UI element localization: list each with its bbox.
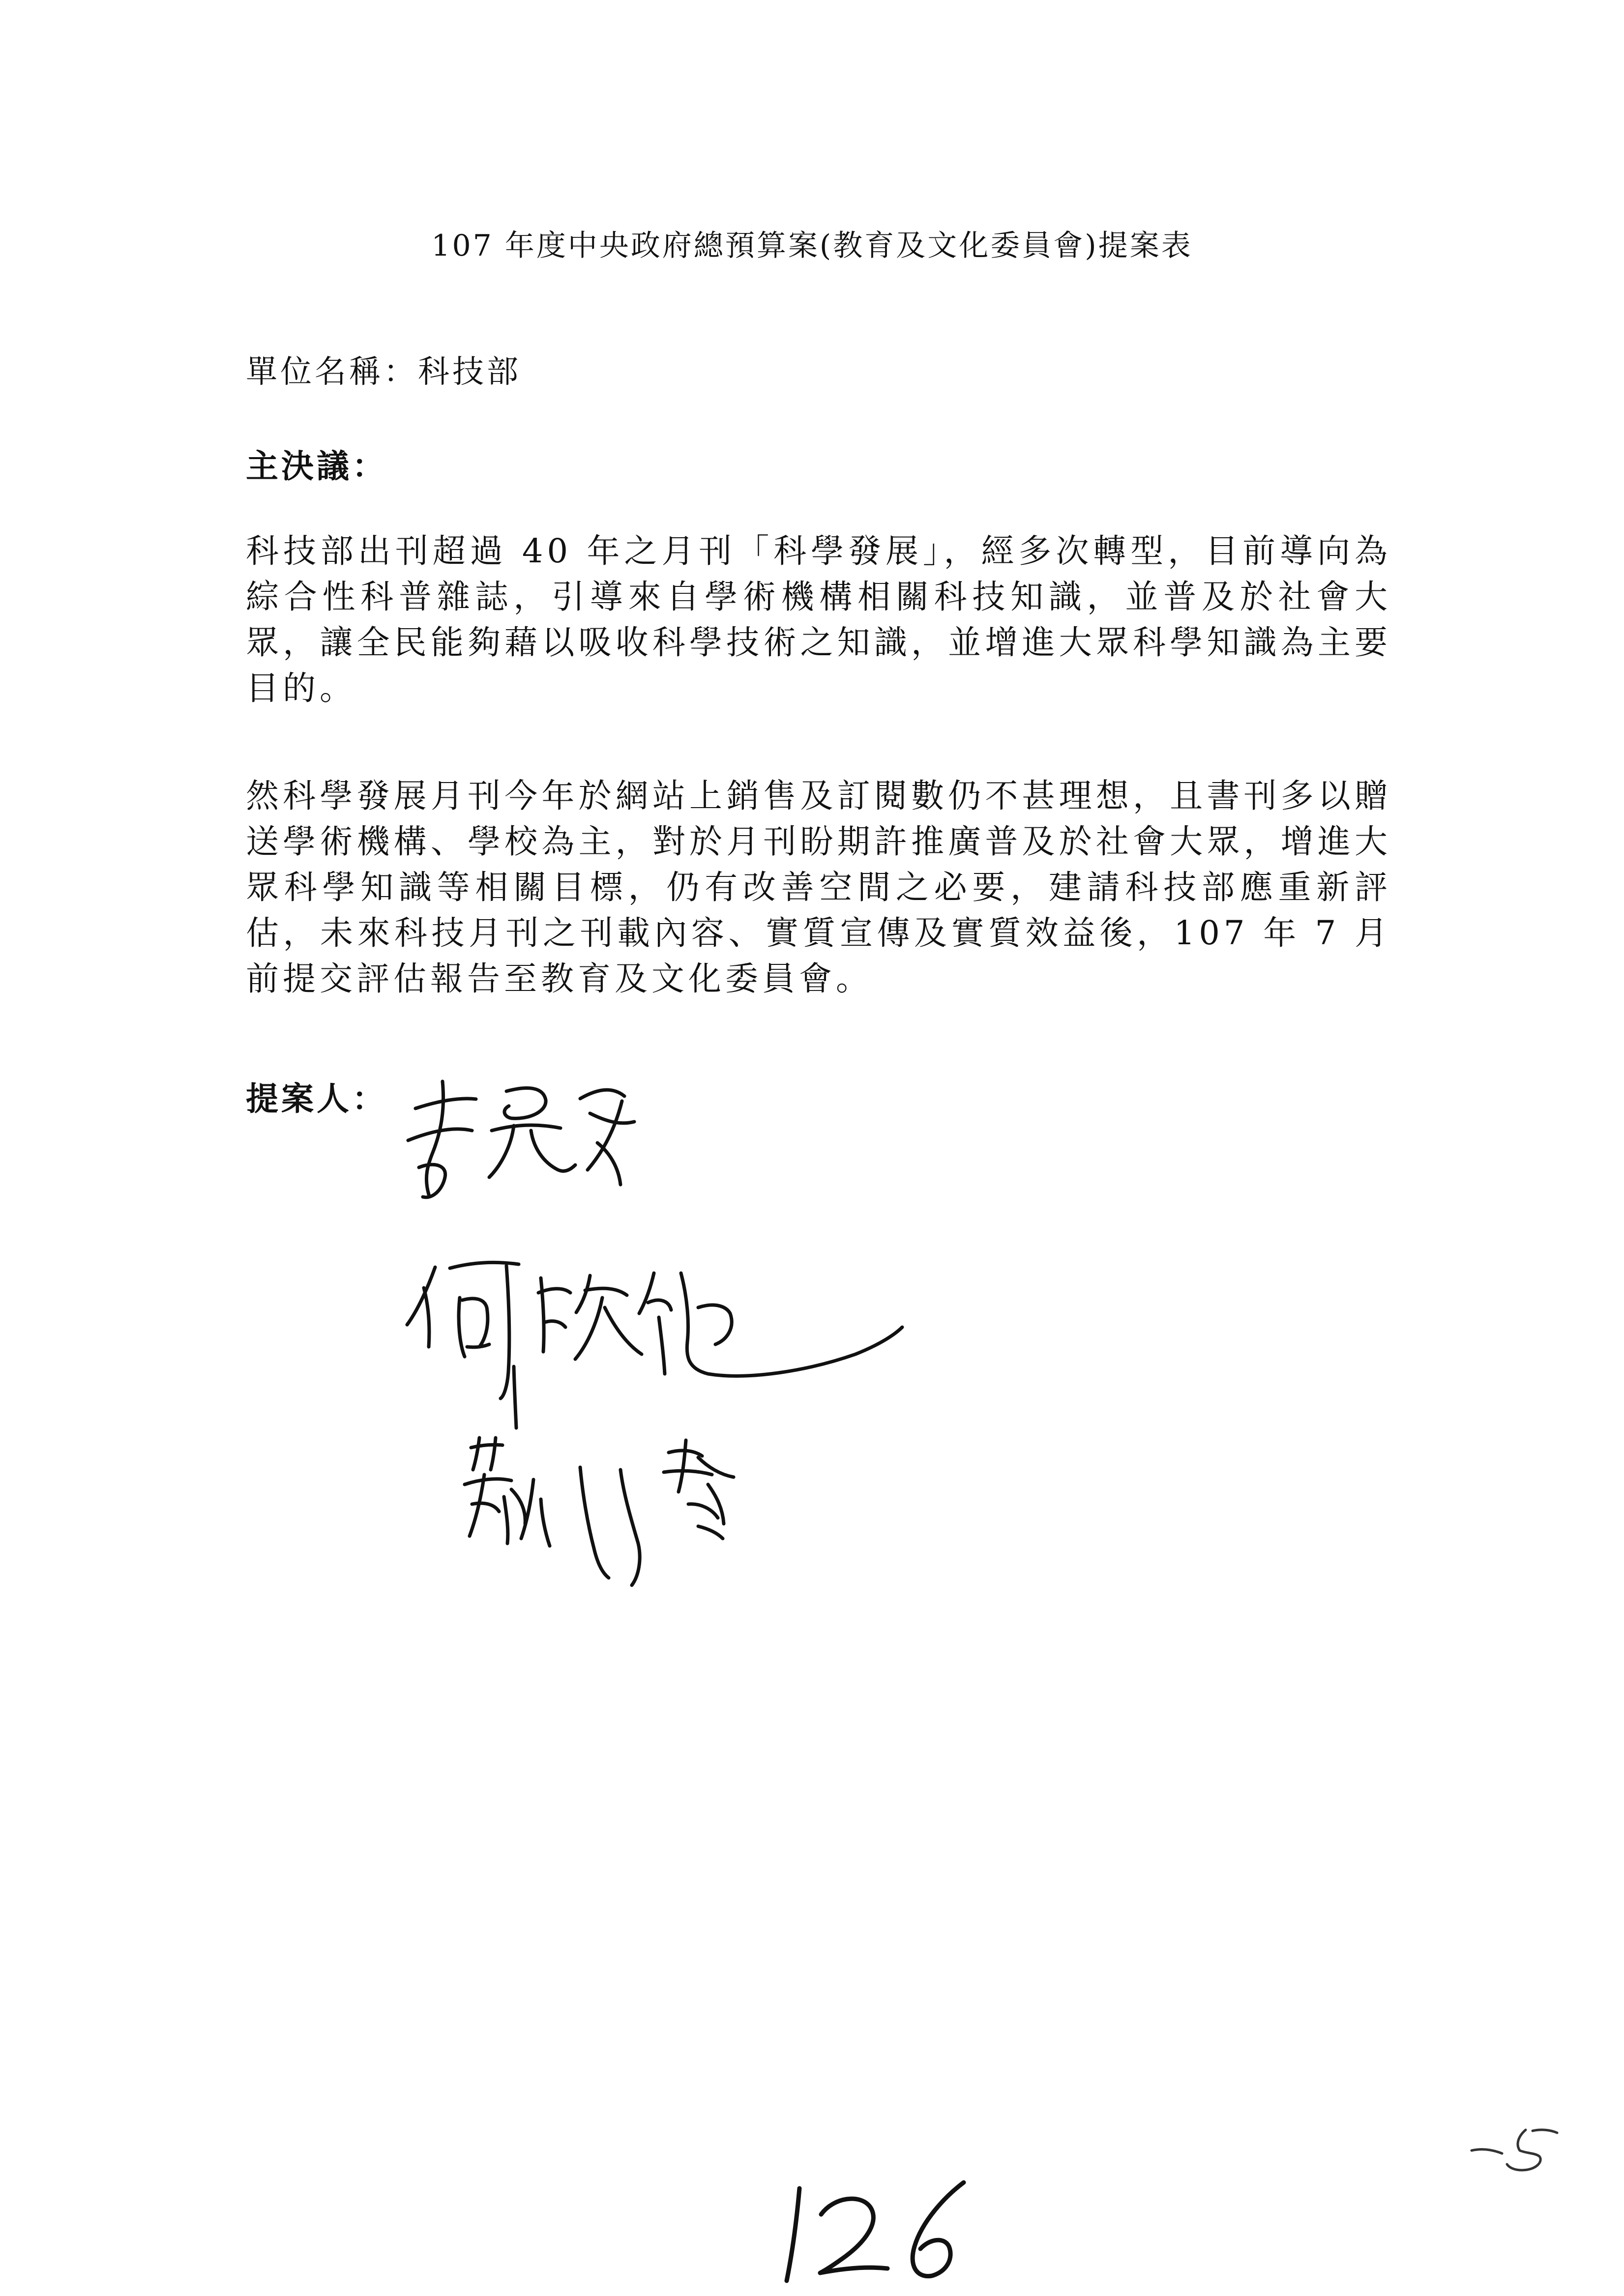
unit-name-line: 單位名稱：科技部 xyxy=(246,354,521,390)
resolution-paragraph-1: 科技部出刊超過 40 年之月刊「科學發展」，經多次轉型，目前導向為綜合性科普雜誌，引導來自學術機構相關科技知識，並普及於社會大眾，讓全民能夠藉以吸收科學技術之知識，並增進大眾科學知識為主要目的。 xyxy=(246,532,1391,707)
corner-annotation-mark xyxy=(1468,2121,1576,2180)
handwritten-page-number xyxy=(782,2168,988,2291)
document-title: 107 年度中央政府總預算案(教育及文化委員會)提案表 xyxy=(431,229,1193,263)
main-resolution-label: 主決議： xyxy=(246,447,387,485)
resolution-paragraph-2: 然科學發展月刊今年於網站上銷售及訂閱數仍不甚理想，且書刊多以贈送學術機構、學校為主，對於月刊盼期許推廣普及於社會大眾，增進大眾科學知識等相關目標，仍有改善空間之必要，建請科技部應重新評估，未來科技月刊之刊載內容、實質宣傳及實質效益後，107 年 7 月前提交評估報告至教育及文化委員會。 xyxy=(246,777,1391,998)
proposer-label: 提案人： xyxy=(246,1079,387,1118)
